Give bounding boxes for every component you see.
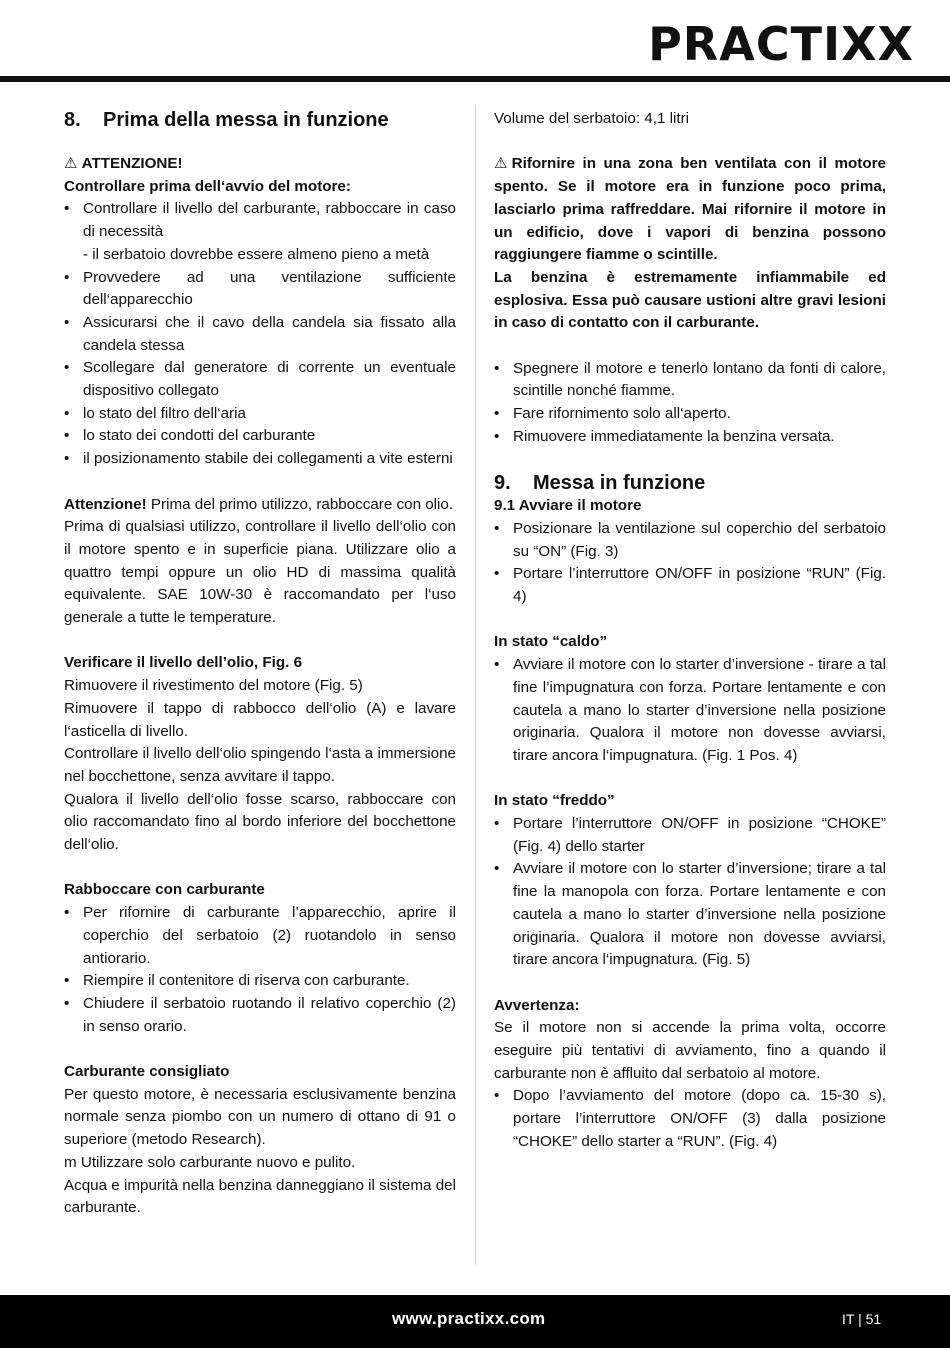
subheading: Controllare prima dell‘avvio del motore: — [64, 177, 351, 195]
list-item-text: Spegnere il motore e tenerlo lontano da fonti di calore, scintille nonché fiamme. — [513, 359, 886, 400]
list-item — [64, 198, 456, 266]
section-number: 8. — [64, 109, 81, 131]
bullet-list — [494, 654, 886, 768]
list-item — [64, 425, 456, 448]
lead-label: Attenzione! — [64, 495, 147, 513]
left-column — [64, 108, 456, 1220]
subheading: 9.1 Avviare il motore — [494, 497, 642, 515]
list-item-text: Rimuovere immediatamente la benzina versata. — [513, 427, 835, 445]
list-item — [494, 403, 886, 426]
spacer — [494, 768, 886, 791]
paragraph: Qualora il livello dell‘olio fosse scarso, rabboccare con olio raccomandato fino al bordo inferiore del bocchettone dell‘olio. — [64, 790, 456, 854]
list-item — [64, 403, 456, 426]
subheading: In stato “freddo” — [494, 792, 615, 810]
list-item — [64, 357, 456, 402]
warning-text — [64, 153, 456, 176]
list-item-text: Chiudere il serbatoio ruotando il relativo coperchio (2) in senso orario. — [83, 994, 456, 1035]
list-item-text: lo stato dei condotti del carburante — [83, 427, 316, 445]
paragraph: m Utilizzare solo carburante nuovo e pulito. — [64, 1153, 356, 1171]
list-item — [64, 993, 456, 1038]
list-item-text: il posizionamento stabile dei collegamenti a vite esterni — [83, 450, 453, 468]
list-item — [494, 426, 886, 449]
paragraph-text: Prima del primo utilizzo, rabboccare con olio. — [146, 495, 454, 513]
paragraph: Per questo motore, è necessaria esclusivamente benzina normale senza piombo con un numero di ottano di 91 o superiore (metodo Research). — [64, 1085, 456, 1149]
spacer — [64, 857, 456, 880]
subheading: Rabboccare con carburante — [64, 881, 265, 899]
list-item-text: Dopo l’avviamento del motore (dopo ca. 15-30 s), portare l’interruttore ON/OFF (3) dalla posizione “CHOKE” dello starter a “RUN”. (Fig. 4) — [513, 1087, 886, 1150]
paragraph: Rimuovere il tappo di rabbocco dell‘olio (A) e lavare l‘asticella di livello. — [64, 699, 456, 740]
list-item — [64, 902, 456, 970]
list-item — [64, 267, 456, 312]
spacer — [64, 630, 456, 653]
bullet-list — [494, 518, 886, 609]
list-item — [64, 970, 456, 993]
list-item-text: lo stato del filtro dell‘aria — [83, 404, 246, 422]
list-item — [64, 312, 456, 357]
list-item-text: Avviare il motore con lo starter d’inversione; tirare a tal fine la manopola con forza. Portare lentamente e con cautela a mano lo starter d’inversione nella posizione originaria. Qualora il motore non dovesse avviarsi, tirare ancora l‘impugnatura. (Fig. 5) — [513, 860, 886, 969]
list-item — [494, 813, 886, 858]
list-item-text: Riempire il contenitore di riserva con carburante. — [83, 972, 410, 990]
bullet-list — [64, 902, 456, 1038]
paragraph: Volume del serbatoio: 4,1 litri — [494, 110, 690, 127]
page-number: IT | 51 — [842, 1311, 882, 1327]
list-item-text: Per rifornire di carburante l’apparecchio, aprire il coperchio del serbatoio (2) ruotandolo in senso antiorario. — [83, 904, 456, 967]
list-item — [494, 654, 886, 768]
list-item — [494, 858, 886, 972]
subheading: Carburante consigliato — [64, 1063, 230, 1081]
section-title: Prima della messa in funzione — [103, 109, 389, 131]
list-item-text: Portare l’interruttore ON/OFF in posizione “CHOKE” (Fig. 4) dello starter — [513, 815, 886, 855]
paragraph: Se il motore non si accende la prima volta, occorre eseguire più tentativi di avviamento, fino a quando il carburante non è affluito dal serbatoio al motore. — [494, 1019, 886, 1082]
warning-label: Rifornire in una zona ben ventilata con il motore spento. Se il motore era in funzione poco prima, lasciarlo prima raffreddare. Mai rifornire il motore in un edificio, dove i vapori di benzina possono raggiungere fiamme o scintille. — [494, 155, 886, 264]
spacer — [64, 471, 456, 494]
warning-text — [494, 153, 886, 267]
list-item — [494, 358, 886, 403]
bullet-list — [494, 358, 886, 449]
subheading: In stato “caldo” — [494, 633, 608, 651]
section-title: Messa in funzione — [533, 472, 706, 495]
list-item — [64, 448, 456, 471]
footer-bar — [0, 1295, 950, 1348]
paragraph: Rimuovere il rivestimento del motore (Fig. 5) — [64, 677, 363, 695]
bullet-list — [494, 1085, 886, 1153]
list-item — [494, 1085, 886, 1153]
spacer — [64, 1038, 456, 1061]
subheading: Verificare il livello dell’olio, Fig. 6 — [64, 654, 303, 672]
list-item — [494, 563, 886, 608]
spacer — [494, 972, 886, 995]
list-item — [494, 518, 886, 563]
paragraph — [64, 494, 456, 517]
website-link[interactable]: www.practixx.com — [392, 1309, 546, 1328]
section-number: 9. — [494, 472, 511, 495]
section-heading — [64, 108, 456, 132]
paragraph: Prima di qualsiasi utilizzo, controllare il livello dell‘olio con il motore spento e in superficie piana. Utilizzare olio a quattro tempi oppure un olio HD di massima qualità equivalente. SAE 10W-30 è raccomandato per l‘uso generale a tutte le temperature. — [64, 518, 456, 627]
practixx-logo: PRACTIXX — [648, 17, 914, 71]
list-item-text: Controllare il livello del carburante, rabboccare in caso di necessità - il serbatoio dovrebbe essere almeno pieno a metà — [83, 200, 456, 263]
bullet-list — [64, 198, 456, 470]
list-item-text: Assicurarsi che il cavo della candela sia fissato alla candela stessa — [83, 313, 456, 354]
list-item-text: Scollegare dal generatore di corrente un eventuale dispositivo collegato — [83, 359, 456, 400]
subheading: Avvertenza: — [494, 996, 580, 1014]
list-item-text: Provvedere ad una ventilazione sufficiente dell‘apparecchio — [83, 268, 456, 309]
header-rule — [0, 76, 950, 82]
warning-triangle-icon: ⚠ — [494, 155, 508, 173]
bullet-list — [494, 813, 886, 972]
paragraph: Acqua e impurità nella benzina danneggiano il sistema del carburante. — [64, 1176, 456, 1217]
paragraph: Controllare il livello dell‘olio spingendo l‘asta a immersione nel bocchettone, senza avvitare il tappo. — [64, 745, 456, 785]
bold-paragraph: La benzina è estremamente infiammabile ed esplosiva. Essa può causare ustioni altre gravi lesioni in caso di contatto con il carburante. — [494, 268, 886, 332]
right-column — [494, 108, 886, 1154]
section-heading — [494, 471, 886, 495]
spacer — [494, 609, 886, 632]
spacer — [494, 335, 886, 358]
list-item-text: Fare rifornimento solo all‘aperto. — [513, 405, 731, 423]
column-divider — [475, 105, 476, 1265]
warning-label: ATTENZIONE! — [81, 155, 183, 172]
list-item-text: Portare l’interruttore ON/OFF in posizione “RUN” (Fig. 4) — [513, 565, 886, 606]
warning-triangle-icon: ⚠ — [64, 155, 78, 172]
spacer — [494, 131, 886, 154]
spacer — [494, 449, 886, 472]
list-item-text: Avviare il motore con lo starter d’inversione - tirare a tal fine l’impugnatura con forza. Portare lentamente e con cautela a mano lo starter d’inversione nella posizione originaria. Qualora il motore non dovesse avviarsi, tirare ancora l‘impugnatura. (Fig. 1 Pos. 4) — [513, 656, 886, 764]
list-item-text: Posizionare la ventilazione sul coperchio del serbatoio su “ON” (Fig. 3) — [513, 519, 886, 560]
